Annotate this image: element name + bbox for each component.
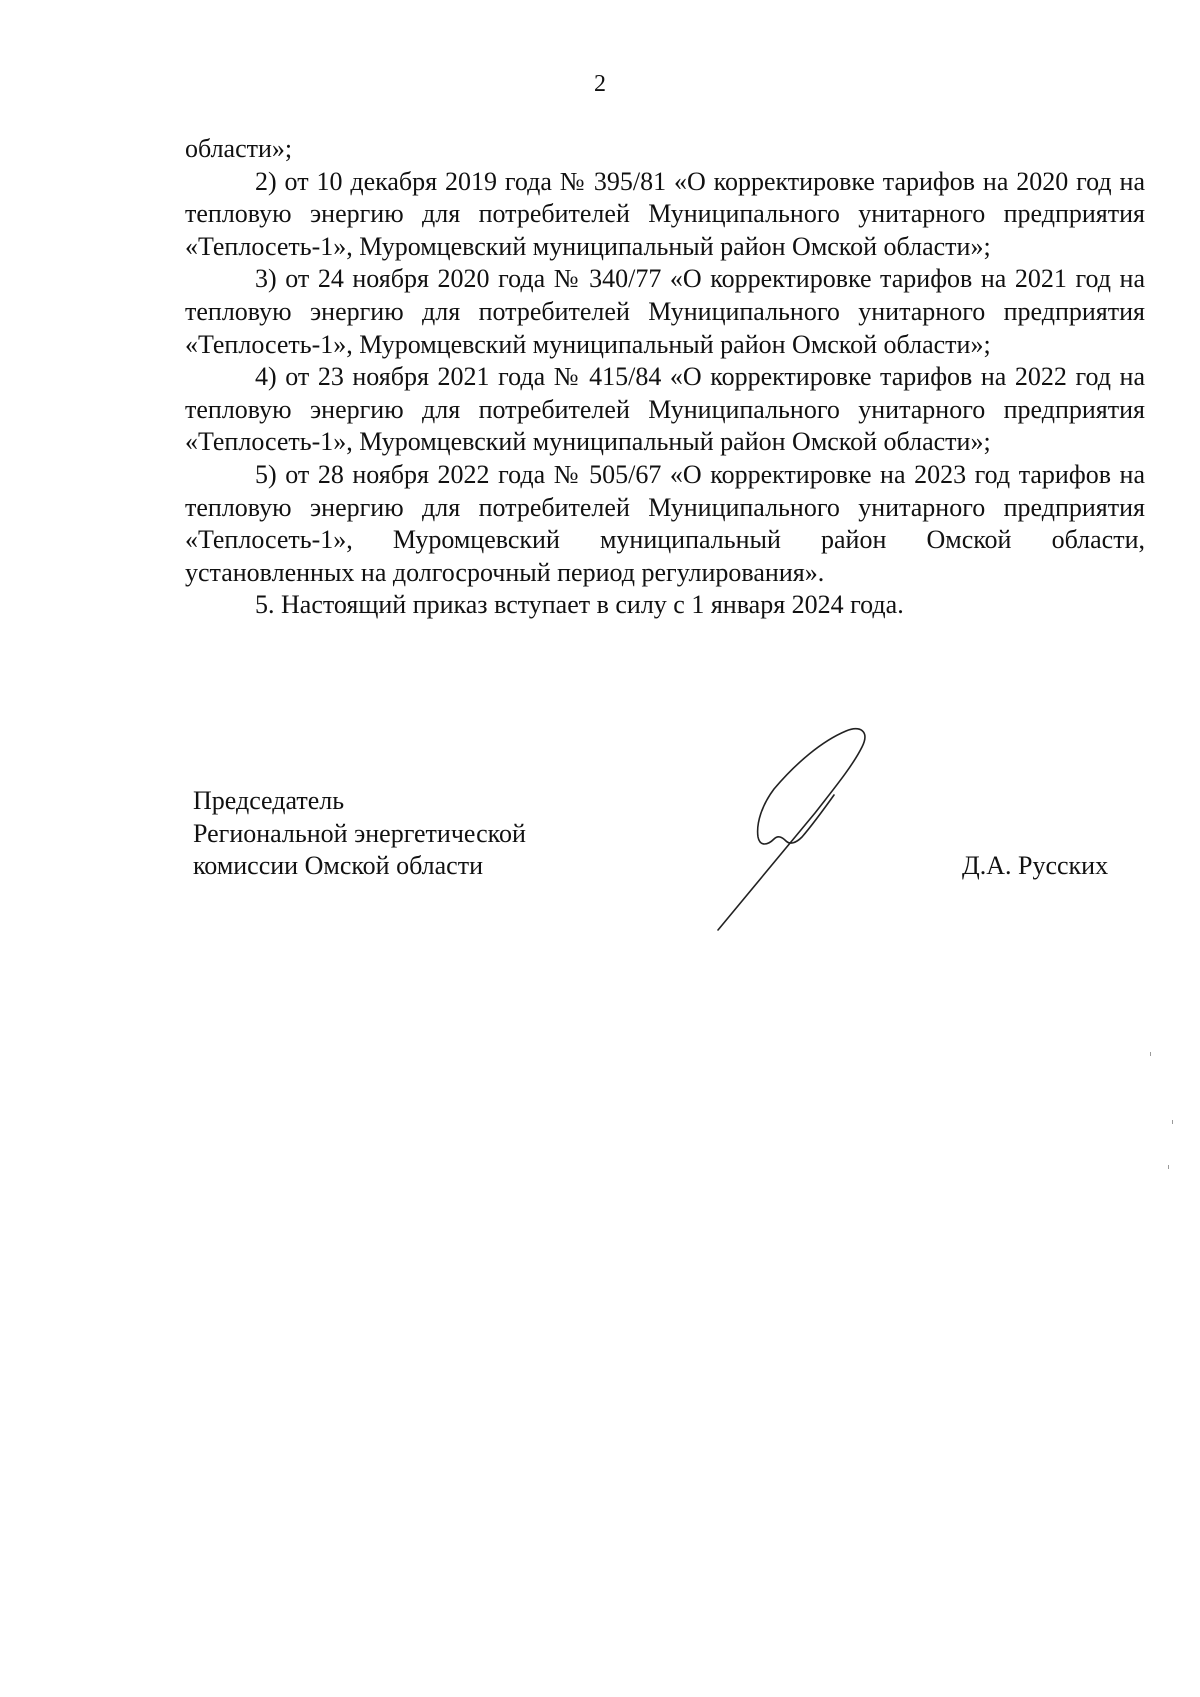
handwritten-signature — [710, 725, 880, 935]
signer-name: Д.А. Русских — [962, 851, 1109, 880]
position-line-3: комиссии Омской области — [193, 851, 483, 881]
paragraph-item-2: 2) от 10 декабря 2019 года № 395/81 «О корректировке тарифов на 2020 год на тепловую энергию для потребителей Муниципального унитарного предприятия «Теплосеть-1», Муромцевский муниципальный район Омской области»; — [185, 166, 1145, 261]
paragraph-item-5: 5) от 28 ноября 2022 года № 505/67 «О корректировке на 2023 год тарифов на тепловую энергию для потребителей Муниципального унитарного предприятия «Теплосеть-1», Муромцевский муниципальный район Омской области, установленных на долгосрочный период регулирования». — [185, 459, 1145, 587]
page-number: 2 — [594, 71, 606, 97]
position-line-1: Председатель — [193, 786, 345, 815]
paragraph-continuation: области»; — [185, 134, 293, 163]
paragraph-item-3: 3) от 24 ноября 2020 года № 340/77 «О корректировке тарифов на 2021 год на тепловую энергию для потребителей Муниципального унитарного предприятия «Теплосеть-1», Муромцевский муниципальный район Омской области»; — [185, 264, 1145, 359]
scan-speck — [1172, 1120, 1173, 1124]
signatory-position — [193, 785, 526, 883]
document-body — [185, 133, 1145, 622]
scan-speck — [1150, 1052, 1151, 1056]
position-line-2: Региональной энергетической — [193, 818, 526, 848]
paragraph-item-4: 4) от 23 ноября 2021 года № 415/84 «О корректировке тарифов на 2022 год на тепловую энергию для потребителей Муниципального унитарного предприятия «Теплосеть-1», Муромцевский муниципальный район Омской области»; — [185, 362, 1145, 457]
scan-speck — [1168, 1165, 1169, 1169]
paragraph-effective-date: 5. Настоящий приказ вступает в силу с 1 января 2024 года. — [255, 590, 904, 620]
